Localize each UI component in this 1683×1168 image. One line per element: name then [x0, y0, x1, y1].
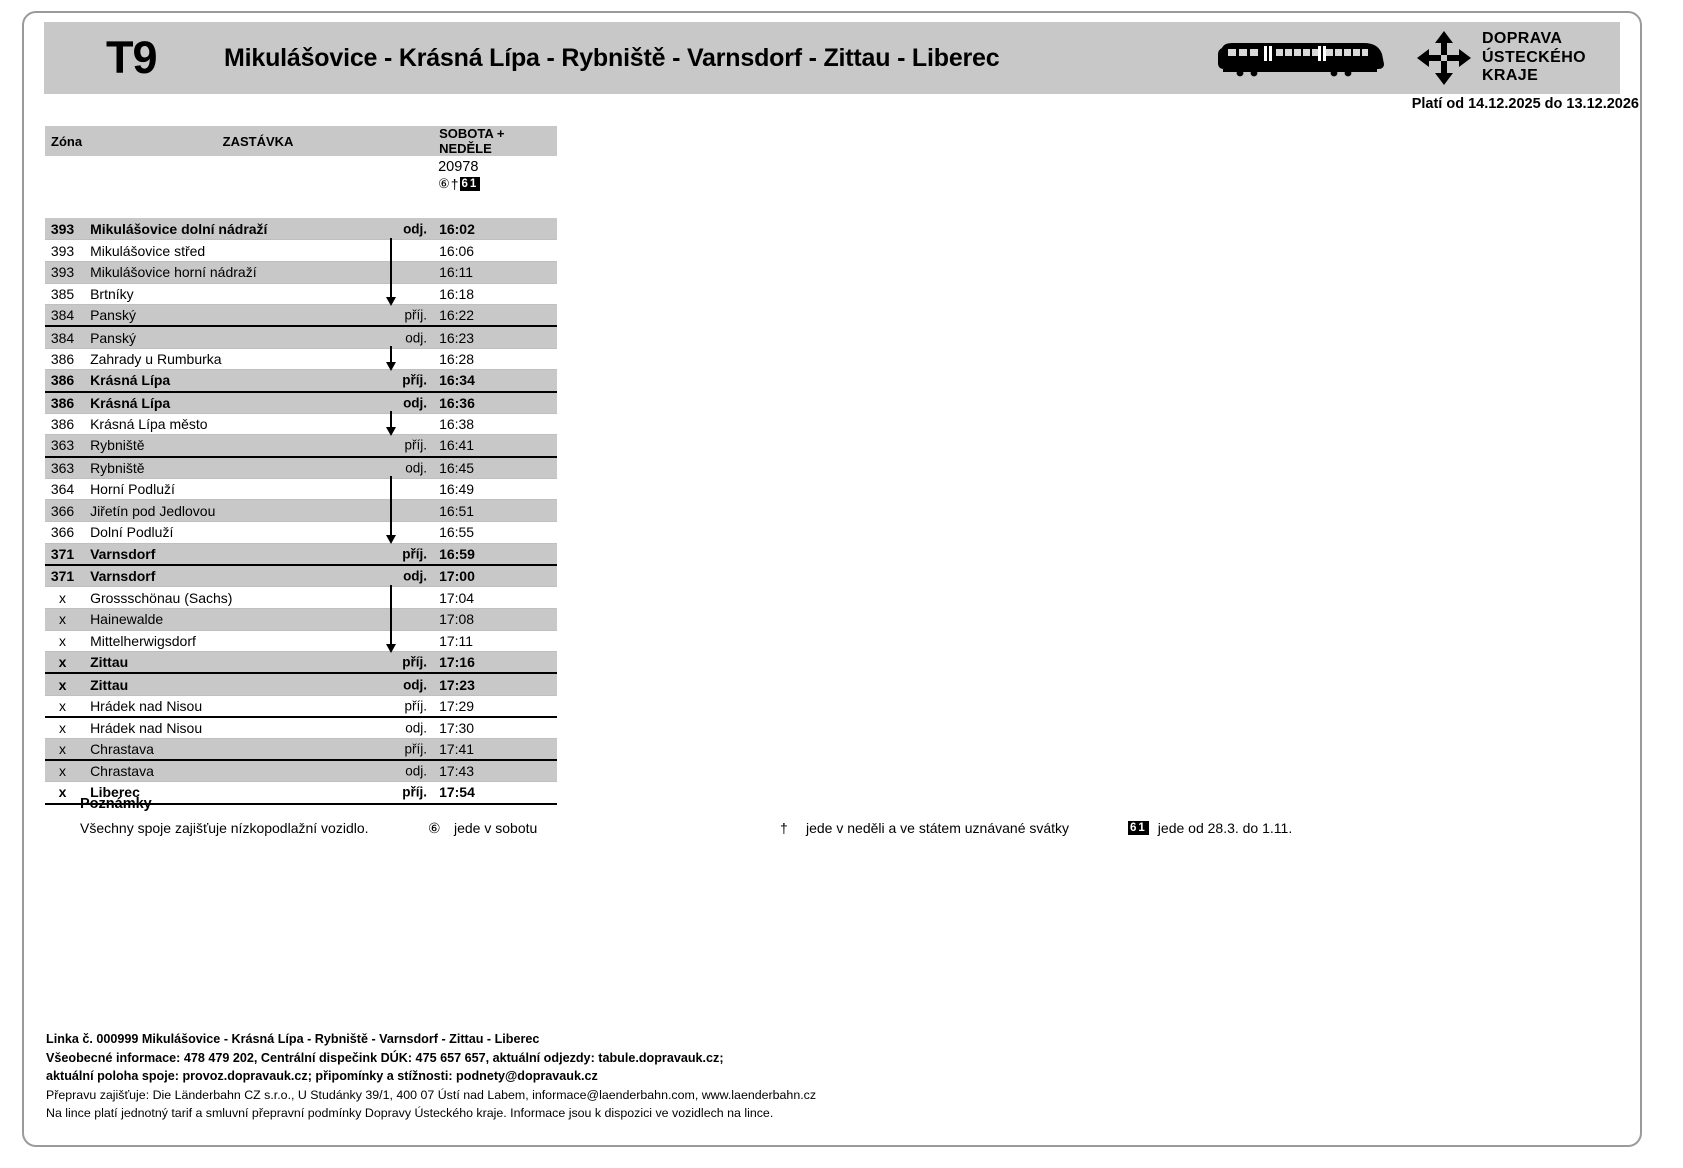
row-stop-cell [82, 305, 434, 327]
row-time: 17:04 [434, 587, 487, 609]
row-time: 17:54 [434, 782, 487, 804]
sunday-holiday-symbol-icon: † [780, 820, 788, 836]
row-time: 16:38 [434, 413, 487, 435]
row-empty-cell-1 [487, 565, 522, 587]
row-empty-cell-2 [522, 435, 557, 457]
route-title: Mikulášovice - Krásná Lípa - Rybniště - Varnsdorf - Zittau - Liberec [224, 43, 1000, 72]
row-stop-type: příj. [404, 698, 428, 714]
line-code: T9 [106, 32, 157, 83]
row-zone: 393 [45, 218, 82, 240]
table-row [45, 739, 557, 761]
row-time: 16:55 [434, 522, 487, 544]
table-row [45, 261, 557, 283]
row-stop-name: Chrastava [90, 741, 154, 758]
row-time: 17:30 [434, 717, 487, 739]
row-stop-name: Krásná Lípa [90, 372, 171, 389]
row-stop-name: Mikulášovice dolní nádraží [90, 220, 268, 237]
route-direction-arrow-icon [386, 427, 396, 436]
code-empty-cell-1 [487, 156, 522, 218]
row-zone: 363 [45, 457, 82, 479]
row-empty-cell-2 [522, 305, 557, 327]
row-stop-cell [82, 630, 434, 652]
row-stop-type: odj. [403, 568, 428, 584]
row-stop-type: příj. [402, 784, 428, 800]
row-stop-cell [82, 608, 434, 630]
route-line-segment [390, 346, 392, 362]
row-stop-name: Hainewalde [90, 611, 164, 628]
row-stop-name: Hrádek nad Nisou [90, 697, 203, 714]
row-empty-cell-1 [487, 522, 522, 544]
row-empty-cell-1 [487, 413, 522, 435]
row-empty-cell-1 [487, 435, 522, 457]
row-stop-name: Mittelherwigsdorf [90, 632, 196, 649]
row-stop-name: Dolní Podluží [90, 524, 174, 541]
timetable-container [45, 126, 557, 805]
row-empty-cell-1 [487, 587, 522, 609]
row-time: 17:08 [434, 608, 487, 630]
row-empty-cell-1 [487, 283, 522, 305]
connection-number: 20978 [438, 159, 479, 175]
row-zone: 366 [45, 500, 82, 522]
row-stop-cell [82, 652, 434, 674]
row-zone: 393 [45, 261, 82, 283]
row-stop-name: Zahrady u Rumburka [90, 350, 222, 367]
row-stop-cell [82, 392, 434, 414]
note-sunday [780, 820, 1069, 836]
footer-line-1: Linka č. 000999 Mikulášovice - Krásná Lípa - Rybniště - Varnsdorf - Zittau - Liberec [46, 1032, 540, 1046]
route-line-segment [390, 238, 392, 297]
row-stop-cell [82, 435, 434, 457]
row-empty-cell-1 [487, 240, 522, 262]
row-stop-cell [82, 348, 434, 370]
row-zone: 385 [45, 283, 82, 305]
row-empty-cell-2 [522, 739, 557, 761]
footer-line-5: Na lince platí jednotný tarif a smluvní přepravní podmínky Dopravy Ústeckého kraje. Informace jsou k dispozici ve vozidlech na lince. [46, 1106, 774, 1120]
row-zone: 386 [45, 348, 82, 370]
row-stop-name: Horní Podluží [90, 481, 175, 498]
row-stop-cell [82, 522, 434, 544]
table-row [45, 673, 557, 695]
row-stop-name: Brtníky [90, 285, 134, 302]
row-stop-name: Rybniště [90, 459, 145, 476]
table-row [45, 500, 557, 522]
row-stop-name: Jiřetín pod Jedlovou [90, 502, 216, 519]
row-zone: x [45, 739, 82, 761]
row-zone: 393 [45, 240, 82, 262]
notes-row [80, 820, 1560, 842]
route-direction-arrow-icon [386, 297, 396, 306]
row-empty-cell-1 [487, 760, 522, 782]
notes-title: Poznámky [80, 796, 152, 812]
note-saturday [428, 820, 537, 837]
code-empty-cell-2 [522, 156, 557, 218]
row-empty-cell-2 [522, 240, 557, 262]
row-empty-cell-1 [487, 543, 522, 565]
table-row [45, 392, 557, 414]
footer-line-3: aktuální poloha spoje: provoz.dopravauk.cz; připomínky a stížnosti: podnety@dopravauk.cz [46, 1069, 598, 1083]
row-zone: x [45, 717, 82, 739]
row-stop-cell [82, 543, 434, 565]
row-time: 16:22 [434, 305, 487, 327]
row-empty-cell-1 [487, 717, 522, 739]
row-stop-cell [82, 283, 434, 305]
table-row [45, 435, 557, 457]
row-zone: 384 [45, 305, 82, 327]
row-stop-cell [82, 370, 434, 392]
row-time: 17:29 [434, 695, 487, 717]
row-zone: x [45, 673, 82, 695]
row-stop-name: Zittau [90, 654, 129, 671]
row-empty-cell-1 [487, 326, 522, 348]
row-zone: x [45, 652, 82, 674]
row-zone: x [45, 695, 82, 717]
row-empty-cell-1 [487, 500, 522, 522]
row-time: 16:59 [434, 543, 487, 565]
season-badge: 61 [461, 178, 479, 190]
row-zone: x [45, 587, 82, 609]
table-row [45, 305, 557, 327]
header-bar [44, 22, 1620, 94]
row-time: 16:06 [434, 240, 487, 262]
table-row [45, 240, 557, 262]
row-empty-cell-1 [487, 457, 522, 479]
row-stop-name: Zittau [90, 676, 129, 693]
row-stop-cell [82, 240, 434, 262]
row-stop-cell [82, 326, 434, 348]
row-stop-cell [82, 500, 434, 522]
row-empty-cell-2 [522, 652, 557, 674]
row-stop-type: příj. [404, 437, 428, 453]
table-row [45, 543, 557, 565]
row-stop-name: Varnsdorf [90, 568, 156, 585]
row-stop-type: odj. [403, 395, 428, 411]
row-stop-name: Mikulášovice střed [90, 242, 206, 259]
row-empty-cell-2 [522, 760, 557, 782]
row-zone: 386 [45, 392, 82, 414]
row-empty-cell-2 [522, 630, 557, 652]
row-time: 16:02 [434, 218, 487, 240]
row-empty-cell-1 [487, 370, 522, 392]
route-direction-arrow-icon [386, 644, 396, 653]
route-direction-arrow-icon [386, 535, 396, 544]
connection-info-row [45, 156, 557, 218]
connection-symbols [438, 176, 487, 192]
table-row [45, 608, 557, 630]
row-stop-cell [82, 587, 434, 609]
note-sunday-text: jede v neděli a ve státem uznávané svátky [806, 820, 1070, 836]
row-stop-type: příj. [404, 741, 428, 757]
row-stop-type: příj. [402, 546, 428, 562]
row-stop-type: odj. [403, 221, 428, 237]
footer-line-2: Všeobecné informace: 478 479 202, Centrální dispečink DÚK: 475 657 657, aktuální odjezdy: tabule.dopravauk.cz; [46, 1050, 724, 1065]
row-time: 17:00 [434, 565, 487, 587]
row-time: 16:34 [434, 370, 487, 392]
route-line-segment [390, 476, 392, 535]
row-stop-name: Liberec [90, 784, 140, 801]
table-row [45, 717, 557, 739]
row-stop-cell [82, 739, 434, 761]
table-row [45, 652, 557, 674]
row-zone: 371 [45, 543, 82, 565]
row-zone: 364 [45, 478, 82, 500]
row-time: 17:23 [434, 673, 487, 695]
row-zone: 384 [45, 326, 82, 348]
row-stop-type: odj. [405, 460, 428, 476]
table-row [45, 565, 557, 587]
row-empty-cell-1 [487, 608, 522, 630]
code-stop-cell [82, 156, 434, 218]
logo-text-line2: ÚSTECKÉHO [1481, 48, 1586, 66]
table-row [45, 587, 557, 609]
row-empty-cell-1 [487, 218, 522, 240]
row-stop-name: Panský [90, 329, 136, 346]
saturday-symbol-icon: ⑥ [438, 176, 450, 191]
code-zone-cell [45, 156, 82, 218]
table-row [45, 760, 557, 782]
header-stop: ZASTÁVKA [82, 126, 434, 156]
table-row [45, 522, 557, 544]
table-row [45, 695, 557, 717]
row-time: 16:45 [434, 457, 487, 479]
row-zone: 386 [45, 370, 82, 392]
row-stop-cell [82, 478, 434, 500]
row-stop-cell [82, 717, 434, 739]
row-empty-cell-2 [522, 543, 557, 565]
timetable-body [45, 218, 557, 804]
header-branding [1214, 30, 1586, 86]
route-line-segment [390, 411, 392, 427]
row-empty-cell-2 [522, 717, 557, 739]
sunday-holiday-symbol-icon: † [450, 176, 459, 192]
row-stop-name: Panský [90, 307, 136, 324]
table-row [45, 478, 557, 500]
timetable [45, 126, 557, 805]
row-stop-type: příj. [402, 372, 428, 388]
footer [46, 1030, 1606, 1123]
row-stop-name: Krásná Lípa město [90, 416, 208, 433]
row-time: 16:41 [434, 435, 487, 457]
row-stop-type: příj. [402, 654, 428, 670]
row-stop-cell [82, 695, 434, 717]
header-zone: Zóna [45, 126, 82, 156]
row-empty-cell-1 [487, 673, 522, 695]
table-row [45, 326, 557, 348]
row-empty-cell-1 [487, 261, 522, 283]
table-row [45, 283, 557, 305]
row-empty-cell-2 [522, 348, 557, 370]
row-stop-name: Varnsdorf [90, 545, 156, 562]
row-zone: 386 [45, 413, 82, 435]
row-empty-cell-1 [487, 478, 522, 500]
note-low-floor: Všechny spoje zajišťuje nízkopodlažní vozidlo. [80, 820, 369, 836]
row-time: 16:11 [434, 261, 487, 283]
row-empty-cell-2 [522, 608, 557, 630]
row-empty-cell-2 [522, 392, 557, 414]
notes-section [80, 796, 1560, 842]
table-header-row [45, 126, 557, 156]
row-empty-cell-2 [522, 283, 557, 305]
table-row [45, 630, 557, 652]
row-empty-cell-2 [522, 326, 557, 348]
note-saturday-text: jede v sobotu [454, 820, 538, 836]
row-time: 16:28 [434, 348, 487, 370]
note-season [1128, 820, 1292, 836]
row-time: 17:16 [434, 652, 487, 674]
row-empty-cell-2 [522, 370, 557, 392]
row-empty-cell-1 [487, 630, 522, 652]
row-time: 16:49 [434, 478, 487, 500]
logo-text-line1: DOPRAVA [1481, 30, 1563, 48]
row-empty-cell-1 [487, 305, 522, 327]
row-empty-cell-2 [522, 565, 557, 587]
row-time: 16:36 [434, 392, 487, 414]
table-row [45, 370, 557, 392]
logo-text [1482, 30, 1586, 86]
row-empty-cell-2 [522, 587, 557, 609]
row-zone: x [45, 760, 82, 782]
row-stop-type: odj. [403, 677, 428, 693]
logo-text-line3: KRAJE [1481, 67, 1539, 85]
row-empty-cell-2 [522, 218, 557, 240]
validity-period: Platí od 14.12.2025 do 13.12.2026 [1411, 96, 1639, 112]
connection-cell [434, 156, 487, 218]
header-days: SOBOTA + NEDĚLE [434, 126, 557, 156]
row-empty-cell-2 [522, 457, 557, 479]
row-empty-cell-1 [487, 695, 522, 717]
row-stop-cell [82, 261, 434, 283]
row-stop-type: příj. [404, 307, 428, 323]
table-row [45, 457, 557, 479]
row-empty-cell-1 [487, 652, 522, 674]
row-time: 17:11 [434, 630, 487, 652]
row-empty-cell-2 [522, 413, 557, 435]
row-stop-name: Chrastava [90, 763, 154, 780]
row-empty-cell-1 [487, 348, 522, 370]
row-time: 17:41 [434, 739, 487, 761]
table-row [45, 348, 557, 370]
row-time: 16:18 [434, 283, 487, 305]
row-stop-cell [82, 673, 434, 695]
row-zone: 366 [45, 522, 82, 544]
row-stop-cell [82, 760, 434, 782]
note-season-text: jede od 28.3. do 1.11. [1157, 820, 1293, 836]
row-stop-type: odj. [405, 763, 428, 779]
row-empty-cell-1 [487, 739, 522, 761]
row-zone: x [45, 608, 82, 630]
row-zone: x [45, 782, 82, 804]
row-time: 16:51 [434, 500, 487, 522]
footer-line-4: Přepravu zajišťuje: Die Länderbahn CZ s.r.o., U Studánky 39/1, 400 07 Ústí nad Labem, informace@laenderbahn.com, www.laenderbahn.cz [46, 1087, 817, 1102]
four-arrows-icon [1416, 30, 1472, 86]
row-empty-cell-2 [522, 261, 557, 283]
row-zone: 363 [45, 435, 82, 457]
row-empty-cell-2 [522, 673, 557, 695]
row-stop-type: odj. [405, 330, 428, 346]
row-stop-name: Hrádek nad Nisou [90, 719, 203, 736]
route-direction-arrow-icon [386, 362, 396, 371]
row-stop-cell [82, 218, 434, 240]
row-time: 17:43 [434, 760, 487, 782]
row-zone: 371 [45, 565, 82, 587]
row-stop-cell [82, 457, 434, 479]
row-empty-cell-2 [522, 695, 557, 717]
table-row [45, 413, 557, 435]
row-empty-cell-2 [522, 500, 557, 522]
train-icon [1214, 38, 1386, 78]
row-stop-name: Mikulášovice horní nádraží [90, 264, 257, 281]
row-stop-cell [82, 565, 434, 587]
row-stop-name: Rybniště [90, 437, 145, 454]
row-empty-cell-1 [487, 392, 522, 414]
row-zone: x [45, 630, 82, 652]
row-empty-cell-2 [522, 522, 557, 544]
row-stop-name: Grossschönau (Sachs) [90, 589, 233, 606]
row-stop-name: Krásná Lípa [90, 394, 171, 411]
row-time: 16:23 [434, 326, 487, 348]
season-badge: 61 [1130, 822, 1147, 834]
saturday-symbol-icon: ⑥ [428, 820, 441, 836]
row-empty-cell-2 [522, 478, 557, 500]
row-stop-type: odj. [405, 720, 428, 736]
route-line-segment [390, 585, 392, 644]
table-row [45, 218, 557, 240]
row-stop-cell [82, 413, 434, 435]
